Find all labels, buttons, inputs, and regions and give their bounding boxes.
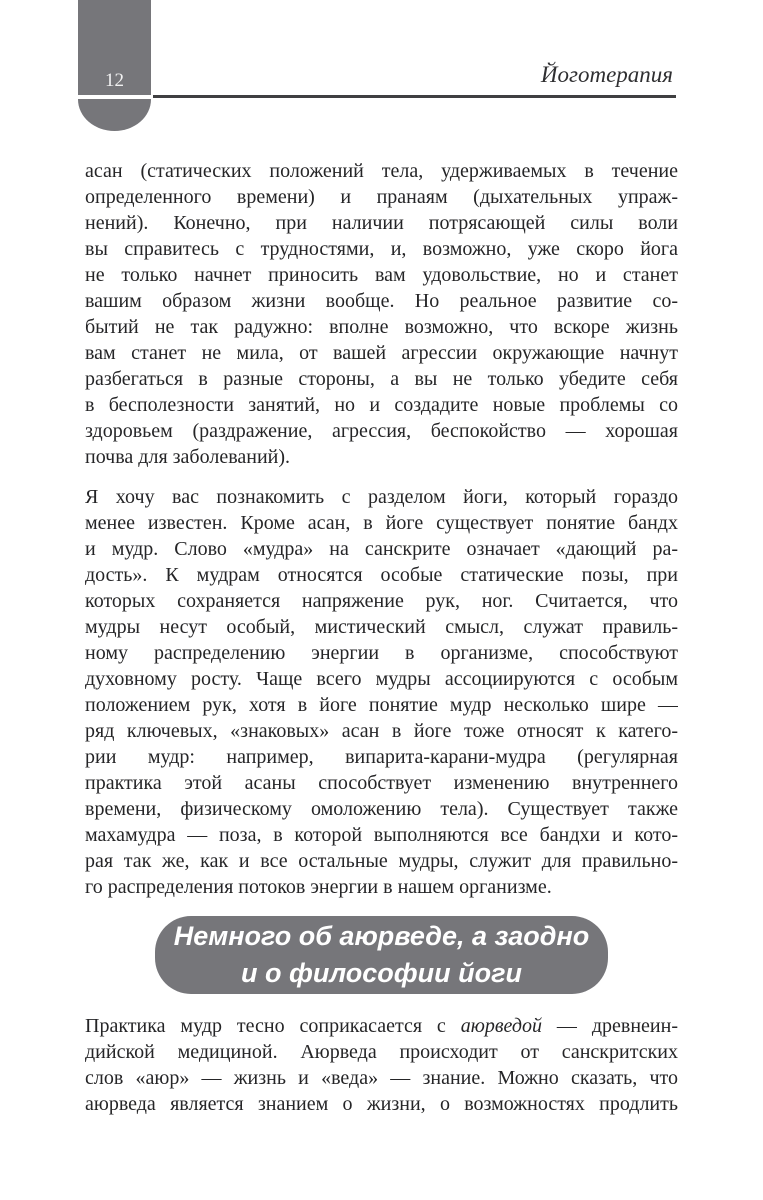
text-line [85,1013,678,1039]
emphasized-term: аюрведой [460,1015,543,1037]
text-line: вам станет не мила, от вашей агрессии окружающие начнут [85,342,678,364]
paragraph-3 [85,1013,678,1117]
section-banner [155,916,608,994]
paragraph-2 [85,484,678,900]
text-line: Я хочу вас познакомить с разделом йоги, который гораздо [85,486,678,508]
text-line: и мудр. Слово «мудра» на санскрите означает «дающий ра- [85,538,678,560]
text-line: бытий не так радужно: вполне возможно, что вскоре жизнь [85,316,678,338]
section-banner-line-2: и о философии йоги [240,958,523,988]
paragraph-1 [85,158,678,470]
tab-rounded-bottom [78,99,151,131]
text-line: духовному росту. Чаще всего мудры ассоциируются с особым [85,668,678,690]
text-line: асан (статических положений тела, удерживаемых в течение [85,160,678,182]
text-line: нений). Конечно, при наличии потрясающей силы воли [85,212,678,234]
page-number-tab [78,0,151,95]
text-segment: Практика мудр тесно соприкасается с [85,1015,461,1037]
text-line: практика этой асаны способствует изменению внутреннего [85,772,678,794]
text-line: положением рук, хотя в йоге понятие мудр несколько шире — [85,694,678,716]
body-text [85,152,678,1117]
text-line: вашим образом жизни вообще. Но реальное развитие со- [85,290,678,312]
text-line: го распределения потоков энергии в нашем организме. [85,876,552,898]
text-line: которых сохраняется напряжение рук, ног. Считается, что [85,590,678,612]
text-line: вы справитесь с трудностями, и, возможно, уже скоро йога [85,238,678,260]
text-line: махамудра — поза, в которой выполняются все бандхи и кото- [85,824,678,846]
text-line: в бесполезности занятий, но и создадите новые проблемы со [85,394,678,416]
text-line: определенного времени) и пранаям (дыхательных упраж- [85,186,678,208]
text-line: не только начнет приносить вам удовольствие, но и станет [85,264,678,286]
running-head-title: Йоготерапия [540,62,673,87]
text-line: дость». К мудрам относятся особые статические позы, при [85,564,678,586]
text-line: мудры несут особый, мистический смысл, служат правиль- [85,616,678,638]
header-rule [153,95,676,98]
page-corner-tab [78,0,151,131]
text-line: рии мудр: например, випарита-карани-мудра (регулярная [85,746,678,768]
text-line: слов «аюр» — жизнь и «веда» — знание. Можно сказать, что [85,1067,678,1089]
section-banner-line-1: Немного об аюрведе, а заодно [173,921,590,951]
text-line: почва для заболеваний). [85,446,291,468]
text-line: рая так же, как и все остальные мудры, служит для правильно- [85,850,678,872]
text-segment: — древнеин- [542,1015,678,1037]
text-line: аюрведа является знанием о жизни, о возможностях продлить [85,1093,678,1115]
text-line: дийской медициной. Аюрведа происходит от санскритских [85,1041,678,1063]
text-line: ряд ключевых, «знаковых» асан в йоге тоже относят к катего- [85,720,678,742]
text-line: разбегаться в разные стороны, а вы не только убедите себя [85,368,678,390]
text-line: ному распределению энергии в организме, способствуют [85,642,678,664]
page-number: 12 [105,70,124,91]
text-line: времени, физическому омоложению тела). Существует также [85,798,678,820]
text-line: здоровьем (раздражение, агрессия, беспокойство — хорошая [85,420,678,442]
text-line: менее известен. Кроме асан, в йоге существует понятие бандх [85,512,678,534]
